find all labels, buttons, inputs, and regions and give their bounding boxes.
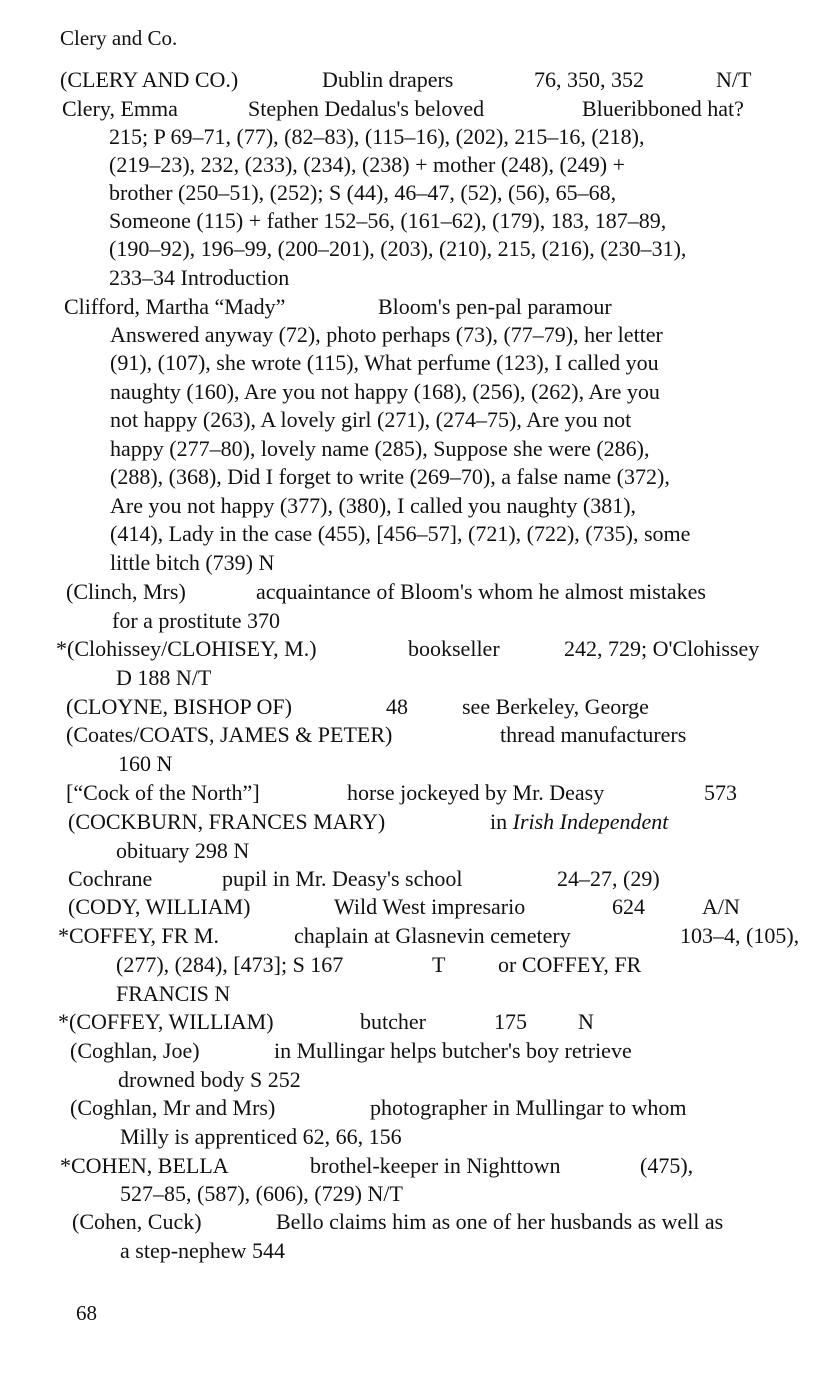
entry-continuation-line: FRANCIS N — [116, 981, 231, 1006]
entry-references: 76, 350, 352 — [534, 67, 644, 92]
entry-continuation-line: Someone (115) + father 152–56, (161–62), (179), 183, 187–89, — [109, 208, 667, 233]
entry-continuation-line: (414), Lady in the case (455), [456–57], (721), (722), (735), some — [110, 521, 691, 546]
entry-description-italic: Irish Independent — [512, 809, 669, 834]
entry-name: *(COFFEY, WILLIAM) — [58, 1009, 274, 1034]
entry-description: Bloom's pen-pal paramour — [378, 294, 612, 319]
entry-continuation-line: D 188 N/T — [116, 665, 212, 690]
entry-description: Dublin drapers — [322, 67, 454, 92]
entry-name: *(Clohissey/CLOHISEY, M.) — [56, 636, 317, 661]
entry-description-prefix: in — [490, 809, 513, 834]
entry-continuation-line: for a prostitute 370 — [112, 608, 281, 633]
entry-name: *COHEN, BELLA — [60, 1153, 229, 1178]
entry-name: [“Cock of the North”] — [66, 780, 260, 805]
entry-description: Bello claims him as one of her husbands as well as — [276, 1209, 724, 1234]
entry-name: (CLOYNE, BISHOP OF) — [66, 694, 292, 719]
entry-continuation-line: a step-nephew 544 — [120, 1238, 285, 1263]
entry-continuation-line: Are you not happy (377), (380), I called you naughty (381), — [110, 493, 637, 518]
entry-continuation-line: brother (250–51), (252); S (44), 46–47, (52), (56), 65–68, — [109, 180, 617, 205]
entry-description: butcher — [360, 1009, 426, 1034]
entry-name: *COFFEY, FR M. — [58, 923, 219, 948]
entry-continuation-line: Answered anyway (72), photo perhaps (73), (77–79), her letter — [110, 322, 663, 347]
entry-code: T — [432, 952, 446, 977]
entry-description: photographer in Mullingar to whom — [370, 1095, 687, 1120]
entry-code: N — [578, 1009, 594, 1034]
entry-name: (Cohen, Cuck) — [72, 1209, 202, 1234]
entry-references: (277), (284), [473]; S 167 — [116, 952, 344, 977]
entry-name: Clery, Emma — [62, 96, 178, 121]
entry-description: thread manufacturers — [500, 722, 687, 747]
entry-description: Stephen Dedalus's beloved — [248, 96, 485, 121]
entry-name: (Coghlan, Joe) — [70, 1038, 200, 1063]
entry-note: Blueribboned hat? — [582, 96, 744, 121]
entry-continuation-line: 215; P 69–71, (77), (82–83), (115–16), (202), 215–16, (218), — [109, 124, 645, 149]
entry-continuation-line: (190–92), 196–99, (200–201), (203), (210), 215, (216), (230–31), — [109, 236, 687, 261]
entry-description: brothel-keeper in Nighttown — [310, 1153, 561, 1178]
entry-continuation-line: Milly is apprenticed 62, 66, 156 — [120, 1124, 402, 1149]
entry-continuation-line: happy (277–80), lovely name (285), Suppose she were (286), — [110, 436, 650, 461]
entry-continuation-line: (288), (368), Did I forget to write (269–70), a false name (372), — [110, 464, 670, 489]
entry-code: N/T — [716, 67, 752, 92]
entry-name: (Coates/COATS, JAMES & PETER) — [66, 722, 393, 747]
entry-name: (Coghlan, Mr and Mrs) — [70, 1095, 276, 1120]
entry-description: chaplain at Glasnevin cemetery — [294, 923, 571, 948]
entry-continuation-line: little bitch (739) N — [110, 550, 275, 575]
entry-references: 242, 729; O'Clohissey — [564, 636, 760, 661]
entry-description: Wild West impresario — [334, 894, 526, 919]
entry-continuation-line: (219–23), 232, (233), (234), (238) + mother (248), (249) + — [109, 152, 626, 177]
entry-continuation-line: drowned body S 252 — [118, 1067, 301, 1092]
entry-name: (Clinch, Mrs) — [66, 579, 186, 604]
entry-continuation-line: (91), (107), she wrote (115), What perfume (123), I called you — [110, 350, 659, 375]
entry-references: 48 — [386, 694, 408, 719]
entry-description: see Berkeley, George — [462, 694, 649, 719]
entry-continuation-line: not happy (263), A lovely girl (271), (274–75), Are you not — [110, 407, 632, 432]
entry-description: acquaintance of Bloom's whom he almost mistakes — [256, 579, 706, 604]
entry-continuation-line: 233–34 Introduction — [109, 265, 290, 290]
entry-references: 573 — [704, 780, 737, 805]
entry-continuation-line: naughty (160), Are you not happy (168), (256), (262), Are you — [110, 379, 660, 404]
entry-references: 24–27, (29) — [557, 866, 660, 891]
entry-description: horse jockeyed by Mr. Deasy — [347, 780, 605, 805]
entry-references: 175 — [494, 1009, 527, 1034]
entry-code: A/N — [702, 894, 740, 919]
entry-variant: or COFFEY, FR — [498, 952, 642, 977]
entry-name: (CODY, WILLIAM) — [68, 894, 251, 919]
entry-description — [490, 808, 668, 836]
entry-name: (CLERY AND CO.) — [60, 67, 239, 92]
entry-references: (475), — [640, 1153, 694, 1178]
entry-name: (COCKBURN, FRANCES MARY) — [68, 809, 386, 834]
entry-references: 103–4, (105), — [680, 923, 800, 948]
entry-continuation-line: obituary 298 N — [116, 838, 250, 863]
entry-continuation-line: 160 N — [118, 751, 173, 776]
entry-description: in Mullingar helps butcher's boy retrieve — [274, 1038, 632, 1063]
running-head: Clery and Co. — [60, 26, 178, 50]
entry-name: Clifford, Martha “Mady” — [64, 294, 286, 319]
entry-name: Cochrane — [68, 866, 153, 891]
entry-description: pupil in Mr. Deasy's school — [222, 866, 463, 891]
entry-continuation-line: 527–85, (587), (606), (729) N/T — [120, 1181, 403, 1206]
page-number: 68 — [76, 1301, 97, 1325]
entry-references: 624 — [612, 894, 645, 919]
entry-description: bookseller — [408, 636, 500, 661]
